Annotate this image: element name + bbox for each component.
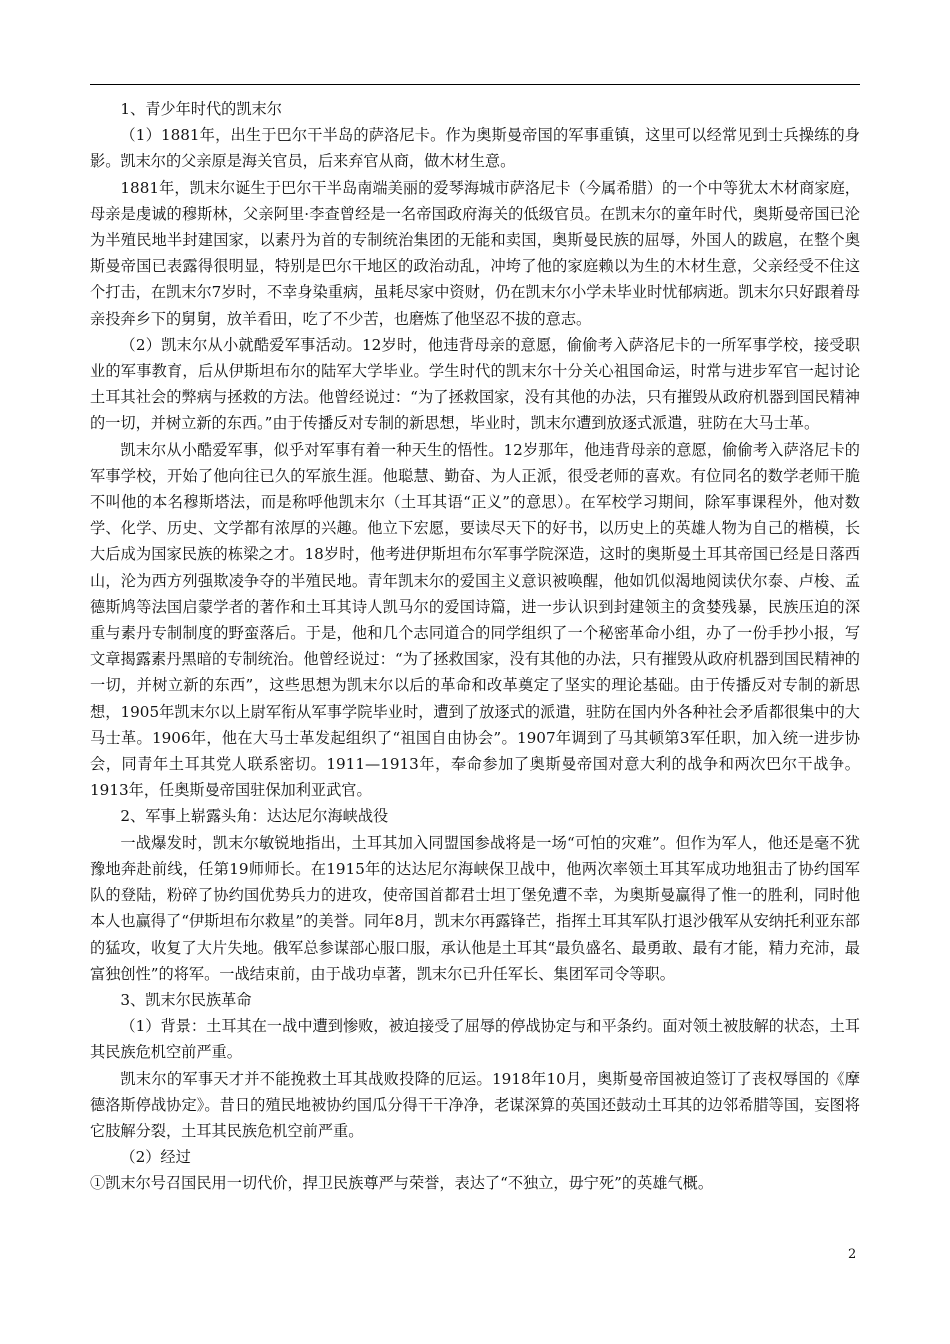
page-number: 2 [848,1247,857,1262]
paragraph-process-item-1: ①凯末尔号召国民用一切代价，捍卫民族尊严与荣誉，表达了“不独立，毋宁死”的英雄气概。 [90,1174,714,1193]
section-heading-revolution: 3、凯末尔民族革命 [120,990,252,1009]
subheading-process: （2）经过 [120,1148,191,1167]
paragraph-childhood: 1881年，凯末尔诞生于巴尔干半岛南端美丽的爱琴海城市萨洛尼卡（今属希腊）的一个中等犹太木材商家庭，母亲是虔诚的穆斯林，父亲阿里·李查曾经是一名帝国政府海关的低级官员。在凯末尔的童年时代，奥斯曼帝国已沦为半殖民地半封建国家，以素丹为首的专制统治集团的无能和卖国，奥斯曼民族的屈辱，外国人的跋扈，在整个奥斯曼帝国已表露得很明显，特别是巴尔干地区的政治动乱，冲垮了他的家庭赖以为生的木材生意，父亲经受不住这个打击，在凯末尔7岁时，不幸身染重病，虽耗尽家中资财，仍在凯末尔小学未毕业时忧郁病逝。凯末尔只好跟着母亲投奔乡下的舅舅，放羊看田，吃了不少苦，也磨炼了他坚忍不拔的意志。 [90,178,860,328]
paragraph-ww1: 一战爆发时，凯末尔敏锐地指出，土耳其加入同盟国参战将是一场“可怕的灾难”。但作为军人，他还是毫不犹豫地奔赴前线，任第19师师长。在1915年的达达尼尔海峡保卫战中，他两次率领土耳其军成功地狙击了协约国军队的登陆，粉碎了协约国优势兵力的进攻，使帝国首都君士坦丁堡免遭不幸，为奥斯曼赢得了惟一的胜利，同时他本人也赢得了“伊斯坦布尔救星”的美誉。同年8月，凯末尔再露锋芒，指挥土耳其军队打退沙俄军从安纳托利亚东部的猛攻，收复了大片失地。俄军总参谋部心服口服，承认他是土耳其“最负盛名、最勇敢、最有才能，精力充沛，最富独创性”的将军。一战结束前，由于战功卓著，凯末尔已升任军长、集团军司令等职。 [90,833,860,983]
section-heading-dardanelles: 2、军事上崭露头角：达达尼尔海峡战役 [120,807,389,826]
paragraph-background: （1）背景：土耳其在一战中遭到惨败，被迫接受了屈辱的停战协定与和平条约。面对领土被肢解的状态，土耳其民族危机空前严重。 [90,1017,860,1062]
paragraph-birth-summary: （1）1881年，出生于巴尔干半岛的萨洛尼卡。作为奥斯曼帝国的军事重镇，这里可以经常见到士兵操练的身影。凯末尔的父亲原是海关官员，后来弃官从商，做木材生意。 [90,126,860,171]
section-heading-youth: 1、青少年时代的凯末尔 [120,100,282,118]
header-rule [90,84,860,85]
paragraph-armistice: 凯末尔的军事天才并不能挽救土耳其战败投降的厄运。1918年10月，奥斯曼帝国被迫签订了丧权辱国的《摩德洛斯停战协定》。昔日的殖民地被协约国瓜分得干干净净，老谋深算的英国还鼓动土耳其的边邻希腊等国，妄图将它肢解分裂，土耳其民族危机空前严重。 [90,1069,860,1140]
paragraph-military-school-summary: （2）凯末尔从小就酷爱军事活动。12岁时，他违背母亲的意愿，偷偷考入萨洛尼卡的一所军事学校，接受职业的军事教育，后从伊斯坦布尔的陆军大学毕业。学生时代的凯末尔十分关心祖国命运，时常与进步军官一起讨论土耳其社会的弊病与拯救的方法。他曾经说过：“为了拯救国家，没有其他的办法，只有摧毁从政府机器到国民精神的一切，并树立新的东西。”由于传播反对专制的新思想，毕业时，凯末尔遭到放逐式派遣，驻防在大马士革。 [90,335,860,433]
paragraph-military-education: 凯末尔从小酷爱军事，似乎对军事有着一种天生的悟性。12岁那年，他违背母亲的意愿，偷偷考入萨洛尼卡的军事学校，开始了他向往已久的军旅生涯。他聪慧、勤奋、为人正派，很受老师的喜欢。有位同名的数学老师干脆不叫他的本名穆斯塔法，而是称呼他凯末尔（土耳其语“正义”的意思）。在军校学习期间，除军事课程外，他对数学、化学、历史、文学都有浓厚的兴趣。他立下宏愿，要读尽天下的好书，以历史上的英雄人物为自己的楷模，长大后成为国家民族的栋梁之才。18岁时，他考进伊斯坦布尔军事学院深造，这时的奥斯曼土耳其帝国已经是日落西山，沦为西方列强欺凌争夺的半殖民地。青年凯末尔的爱国主义意识被唤醒，他如饥似渴地阅读伏尔泰、卢梭、孟德斯鸠等法国启蒙学者的著作和土耳其诗人凯马尔的爱国诗篇，进一步认识到封建领主的贪婪残暴，民族压迫的深重与素丹专制制度的野蛮落后。于是，他和几个志同道合的同学组织了一个秘密革命小组，办了一份手抄小报，写文章揭露素丹黑暗的专制统治。他曾经说过：“为了拯救国家，没有其他的办法，只有摧毁从政府机器到国民精神的一切，并树立新的东西”，这些思想为凯末尔以后的革命和改革奠定了坚实的理论基础。由于传播反对专制的新思想，1905年凯末尔以上尉军衔从军事学院毕业时，遭到了放逐式的派遣，驻防在国内外各种社会矛盾都很集中的大马士革。1906年，他在大马士革发起组织了“祖国自由协会”。1907年调到了马其顿第3军任职，加入统一进步协会，同青年土耳其党人联系密切。1911—1913年，奉命参加了奥斯曼帝国对意大利的战争和两次巴尔干战争。1913年，任奥斯曼帝国驻保加利亚武官。 [90,440,860,800]
document-body [90,96,860,1197]
